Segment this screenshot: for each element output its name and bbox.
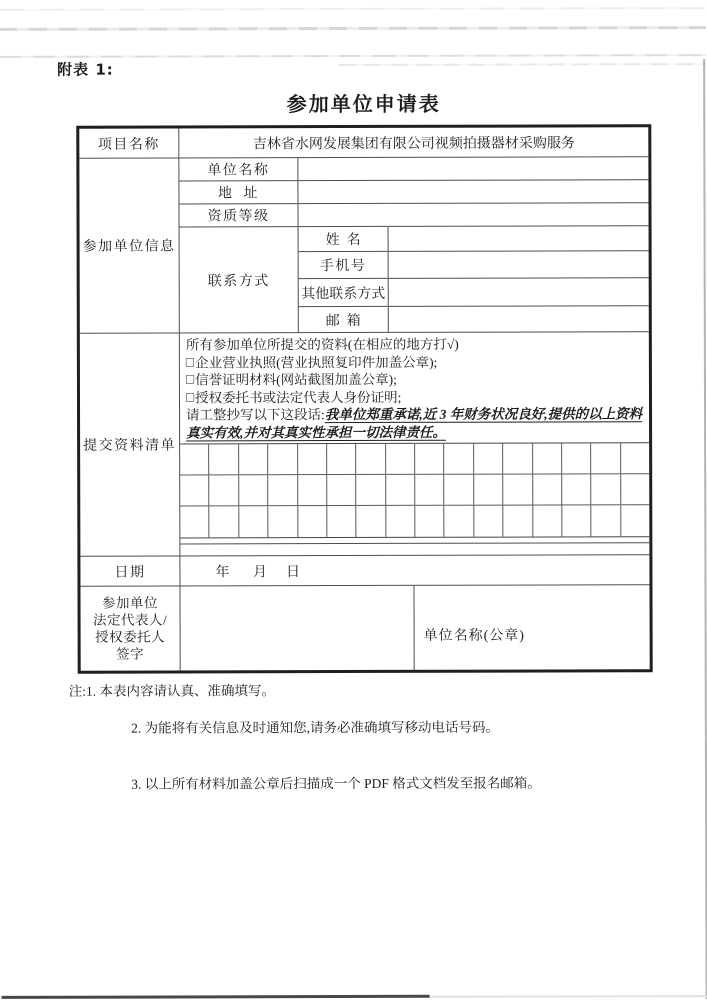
copy-grid-cell <box>356 444 385 474</box>
copy-grid-cell <box>209 444 238 474</box>
copy-grid-cell <box>268 475 297 505</box>
other-contact-row <box>299 278 649 307</box>
unit-name-label: 单位名称 <box>179 158 298 180</box>
copy-grid-cell <box>533 443 562 473</box>
qualification-row <box>179 203 648 227</box>
contact-label: 联系方式 <box>180 227 299 332</box>
mobile-label: 手机号 <box>299 252 389 278</box>
copy-grid-cell <box>444 444 473 474</box>
notes <box>69 682 541 813</box>
notes-prefix: 注: <box>68 683 87 699</box>
copy-grid-cell <box>180 475 209 505</box>
copy-grid-cell <box>621 474 649 504</box>
copy-grid-cell <box>239 506 268 537</box>
note-item: 3. 以上所有材料加盖公章后扫描成一个 PDF 格式文档发至报名邮箱。 <box>131 775 541 792</box>
copy-grid-cell <box>533 474 562 504</box>
copy-grid-cell <box>503 444 532 474</box>
signature-label-line: 授权委托人 <box>95 629 166 645</box>
signature-label <box>80 586 180 670</box>
contact-name-field <box>389 226 649 251</box>
email-label: 邮 箱 <box>299 307 389 332</box>
other-contact-label: 其他联系方式 <box>299 279 389 306</box>
checklist-item <box>186 353 643 372</box>
checkbox-icon: □ <box>185 353 195 369</box>
copy-grid-cell <box>356 475 385 505</box>
copy-grid-cell <box>180 444 209 474</box>
copy-grid-cell <box>386 475 415 505</box>
copy-grid-cell <box>415 475 444 505</box>
copy-grid-cell <box>533 505 562 536</box>
scan-streak <box>339 63 706 66</box>
address-label: 地 址 <box>179 181 298 203</box>
checkbox-icon: □ <box>185 388 195 404</box>
other-contact-field <box>389 278 649 306</box>
scan-bottom-edge-light <box>430 995 707 998</box>
signature-label-line: 法定代表人/ <box>92 612 168 628</box>
scan-streak <box>0 7 706 11</box>
appendix-label: 附表 1: <box>57 60 114 79</box>
copy-grid <box>180 442 649 538</box>
copy-grid-cell <box>621 443 649 473</box>
copy-instruction-line <box>186 405 643 441</box>
note-line-3 <box>111 756 541 813</box>
copy-grid-row <box>180 505 649 537</box>
qualification-label: 资质等级 <box>179 204 298 226</box>
copy-grid-row <box>180 443 649 475</box>
date-field: 年 月 日 <box>215 564 301 580</box>
project-name-label: 项目名称 <box>79 128 179 157</box>
copy-grid-cell <box>298 444 327 474</box>
checklist-intro: 所有参加单位所提交的资料(在相应的地方打√) <box>185 336 459 353</box>
address-row <box>179 180 648 204</box>
email-field <box>389 306 649 332</box>
contact-name-label: 姓 名 <box>299 227 389 251</box>
copy-grid-cell <box>591 443 620 473</box>
copy-grid-cell <box>239 444 268 474</box>
contact-rows <box>299 226 649 332</box>
copy-grid-cell <box>445 506 474 537</box>
copy-grid-cell <box>474 444 503 474</box>
copy-grid-cell <box>386 506 415 537</box>
date-label: 日期 <box>80 556 180 585</box>
date-row <box>80 555 649 586</box>
copy-grid-cell <box>327 506 356 537</box>
copy-grid-cell <box>592 505 621 536</box>
checklist-bottom-strip <box>180 542 649 555</box>
copy-grid-cell <box>239 475 268 505</box>
submission-checklist-section <box>80 332 650 556</box>
submission-checklist-label: 提交资料清单 <box>80 333 181 555</box>
checklist-item-text: 信誉证明材料(网站截图加盖公章); <box>195 371 397 388</box>
copy-grid-cell <box>591 474 620 504</box>
copy-grid-cell <box>298 475 327 505</box>
signature-label-line: 参加单位 <box>102 595 159 611</box>
copy-instruction: 请工整抄写以下这段话: <box>186 407 325 423</box>
copy-grid-cell <box>503 506 532 537</box>
note-line-1 <box>69 682 541 702</box>
mobile-row <box>299 251 649 279</box>
copy-grid-cell <box>210 506 239 537</box>
copy-grid-cell <box>562 443 591 473</box>
copy-grid-cell <box>562 505 591 536</box>
copy-grid-cell <box>621 505 649 536</box>
seal-cell <box>414 585 649 670</box>
copy-grid-cell <box>474 506 503 537</box>
seal-label: 单位名称(公章) <box>423 628 525 644</box>
application-form-table <box>76 124 652 674</box>
project-name-value: 吉林省水网发展集团有限公司视频拍摄器材采购服务 <box>252 135 575 152</box>
checklist-item-text: 授权委托书或法定代表人身份证明; <box>195 389 402 405</box>
scan-streak <box>0 26 706 31</box>
submission-checklist-content <box>180 332 650 555</box>
page-title: 参加单位申请表 <box>286 91 441 117</box>
participant-info-fields <box>179 157 648 332</box>
copy-grid-cell <box>327 444 356 474</box>
scan-right-edge <box>703 59 707 999</box>
copy-grid-cell <box>268 506 297 537</box>
copy-grid-cell <box>415 506 444 537</box>
copy-grid-cell <box>474 475 503 505</box>
contact-section <box>180 226 649 332</box>
copy-grid-cell <box>298 506 327 537</box>
copy-grid-cell <box>503 475 532 505</box>
checklist-item-text: 企业营业执照(营业执照复印件加盖公章); <box>195 354 438 370</box>
copy-grid-cell <box>180 506 209 537</box>
note-line-2 <box>111 700 541 757</box>
copy-grid-cell <box>415 444 444 474</box>
copy-grid-row <box>180 474 649 506</box>
email-row <box>299 306 649 332</box>
copy-grid-cell <box>562 474 591 504</box>
participant-info-label: 参加单位信息 <box>79 158 179 332</box>
signature-field <box>180 586 414 671</box>
copy-grid-cell <box>210 475 239 505</box>
contact-name-row <box>299 226 649 252</box>
qualification-field <box>298 203 648 226</box>
mobile-field <box>389 251 649 278</box>
pledge-text: 我单位郑重承诺,近 3 年财务状况良好,提供的以上资料真实有效,并对其真实性承担一切法律责任。 <box>186 406 643 440</box>
unit-name-field <box>298 157 648 180</box>
scan-bottom-edge <box>2 995 430 999</box>
copy-grid-cell <box>386 444 415 474</box>
checkbox-icon: □ <box>185 371 195 387</box>
scan-streak <box>0 54 706 58</box>
note-item: 2. 为能将有关信息及时通知您,请务必准确填写移动电话号码。 <box>131 719 500 736</box>
signature-label-line: 签字 <box>116 646 145 662</box>
checklist-item <box>186 370 643 389</box>
unit-name-row <box>179 157 648 181</box>
copy-grid-cell <box>268 444 297 474</box>
address-field <box>298 180 648 203</box>
copy-grid-cell <box>357 506 386 537</box>
copy-grid-cell <box>445 475 474 505</box>
signature-row <box>80 585 649 670</box>
participant-info-section <box>79 157 648 333</box>
copy-grid-cell <box>327 475 356 505</box>
project-name-row <box>79 127 648 158</box>
note-item: 1. 本表内容请认真、准确填写。 <box>86 683 276 699</box>
checklist-text <box>180 332 649 441</box>
checklist-item <box>186 388 643 407</box>
